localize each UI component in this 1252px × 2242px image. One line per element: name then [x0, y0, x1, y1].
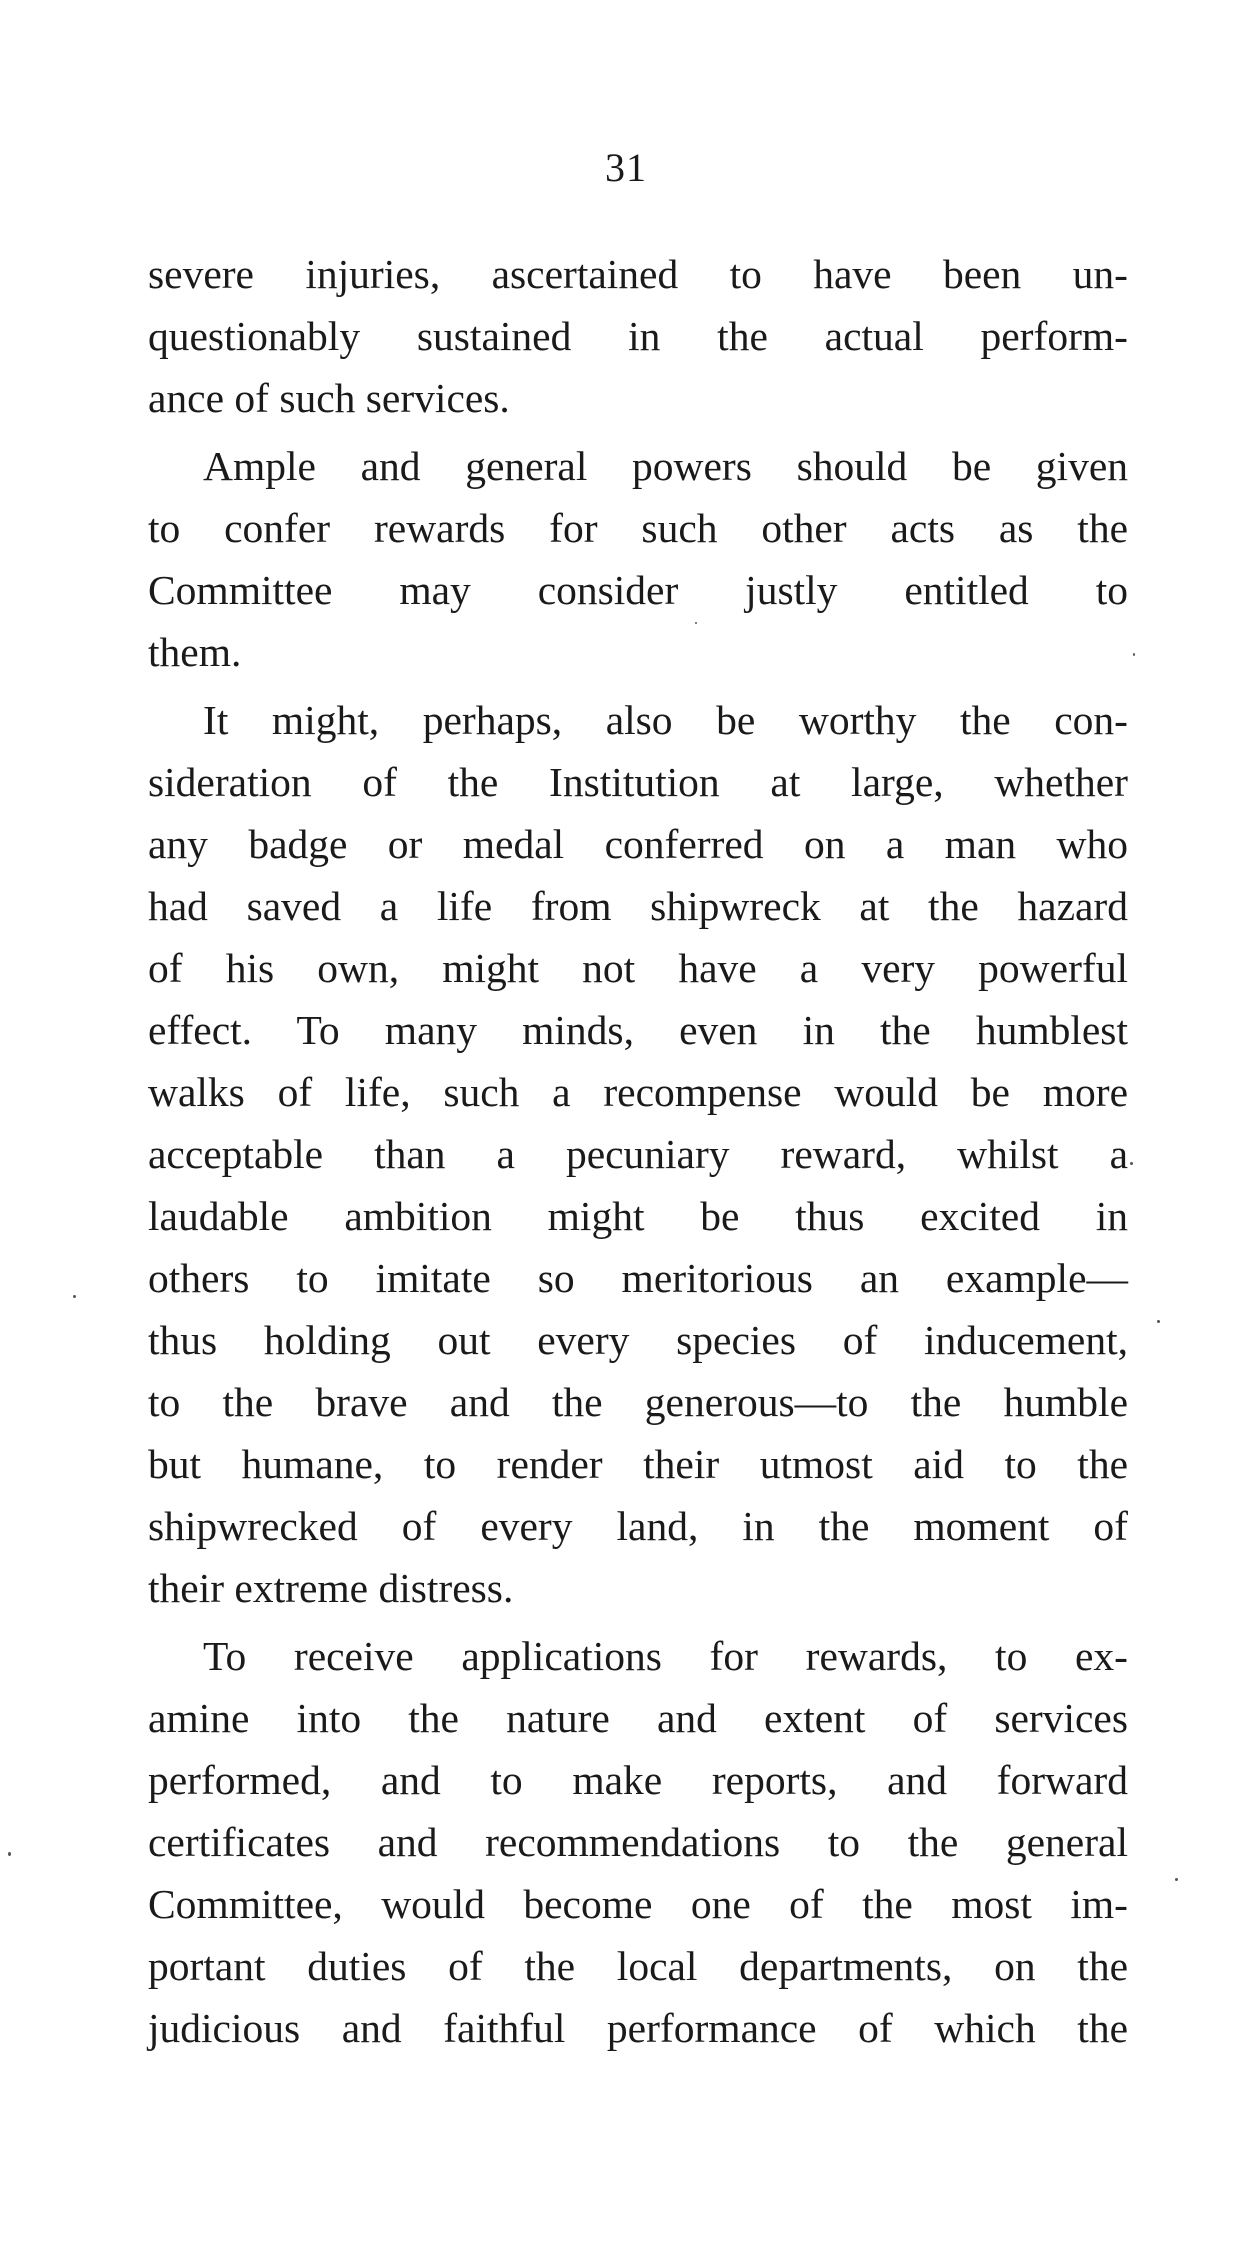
text-line: Committee may consider justly entitled to — [148, 567, 1128, 613]
text-line: severe injuries, ascertained to have been un- — [148, 251, 1128, 297]
text-line: to the brave and the generous—to the humble — [148, 1379, 1128, 1425]
page-number: 31 — [605, 145, 647, 190]
text-line: Committee, would become one of the most im- — [148, 1881, 1128, 1927]
paper-speck — [1130, 1162, 1133, 1165]
paper-speck — [1133, 653, 1135, 656]
paragraph-2 — [148, 435, 1128, 683]
text-line: had saved a life from shipwreck at the hazard — [148, 883, 1128, 929]
paper-speck — [73, 1295, 76, 1298]
text-line: any badge or medal conferred on a man who — [148, 821, 1128, 867]
text-line: them. — [148, 629, 242, 675]
text-line: Ample and general powers should be given — [203, 443, 1128, 489]
text-line: To receive applications for rewards, to ex- — [203, 1633, 1128, 1679]
text-line: certificates and recommendations to the general — [148, 1819, 1128, 1865]
paper-speck — [8, 1852, 11, 1856]
text-line: acceptable than a pecuniary reward, whilst a — [148, 1131, 1128, 1177]
text-line: amine into the nature and extent of services — [148, 1695, 1128, 1741]
paper-speck — [1175, 1878, 1178, 1881]
text-line: effect. To many minds, even in the humblest — [148, 1007, 1128, 1053]
body-text — [148, 243, 1128, 2059]
paragraph-3 — [148, 689, 1128, 1619]
text-line: their extreme distress. — [148, 1565, 514, 1611]
paragraph-1 — [148, 243, 1128, 429]
paper-speck — [1157, 1320, 1160, 1323]
text-line: shipwrecked of every land, in the moment of — [148, 1503, 1128, 1549]
text-line: judicious and faithful performance of which the — [148, 2005, 1128, 2051]
text-line: others to imitate so meritorious an example— — [148, 1255, 1128, 1301]
text-line: It might, perhaps, also be worthy the con- — [203, 697, 1128, 743]
paragraph-4 — [148, 1625, 1128, 2059]
text-line: walks of life, such a recompense would be more — [148, 1069, 1128, 1115]
text-line: laudable ambition might be thus excited in — [148, 1193, 1128, 1239]
text-line: questionably sustained in the actual perform- — [148, 313, 1128, 359]
text-line: of his own, might not have a very powerful — [148, 945, 1128, 991]
text-line: portant duties of the local departments, on the — [148, 1943, 1128, 1989]
text-line: performed, and to make reports, and forward — [148, 1757, 1128, 1803]
text-line: sideration of the Institution at large, whether — [148, 759, 1128, 805]
text-line: to confer rewards for such other acts as the — [148, 505, 1128, 551]
text-line: but humane, to render their utmost aid to the — [148, 1441, 1128, 1487]
text-line: thus holding out every species of inducement, — [148, 1317, 1128, 1363]
text-line: ance of such services. — [148, 375, 510, 421]
paper-speck — [695, 622, 697, 624]
